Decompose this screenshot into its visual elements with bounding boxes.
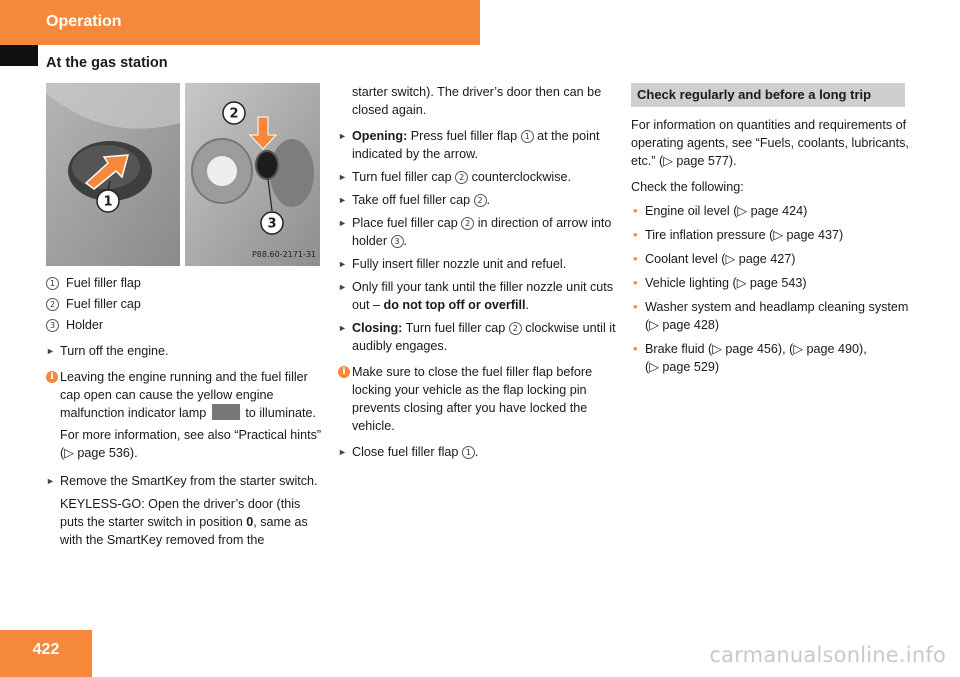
legend-number: 1 xyxy=(46,277,59,290)
check-item xyxy=(631,250,915,268)
fill-warning: do not top off or overfill xyxy=(383,298,526,312)
check-item xyxy=(631,298,915,334)
page-ref-icon: ▷ xyxy=(649,318,659,332)
step-text: . xyxy=(403,234,408,248)
arrow-bullet-icon: ► xyxy=(338,172,347,182)
step-closing xyxy=(338,319,618,355)
column-middle xyxy=(338,83,618,466)
step-text: . xyxy=(486,193,491,207)
arrow-bullet-icon: ► xyxy=(338,131,347,141)
arrow-bullet-icon: ► xyxy=(338,195,347,205)
fuel-filler-figure xyxy=(46,83,320,266)
arrow-bullet-icon: ► xyxy=(46,476,55,486)
page-ref-icon: ▷ xyxy=(712,342,722,356)
page-ref-icon: ▷ xyxy=(663,154,673,168)
legend-text: Fuel filler flap xyxy=(66,276,141,290)
check-item: • Brake fluid (▷ page 456), (▷ page 490), (▷ page 529) xyxy=(633,341,867,374)
step-text: counterclockwise. xyxy=(468,170,572,184)
info-icon: i xyxy=(338,366,350,378)
page-ref: page 427) xyxy=(738,252,796,266)
page-ref: page 437) xyxy=(786,228,844,242)
item-text: Brake fluid ( xyxy=(645,342,713,356)
section-header: Check regularly and before a long trip xyxy=(631,83,905,107)
figure-label-3: 3 xyxy=(267,216,277,232)
legend-item xyxy=(46,316,326,334)
item-text: Coolant level ( xyxy=(645,252,726,266)
page-subtitle: At the gas station xyxy=(46,55,168,71)
item-text: Washer system and headlamp cleaning system ( xyxy=(645,300,909,332)
step-take-off-cap xyxy=(338,191,618,209)
ref-flap: 1 xyxy=(462,446,475,459)
step-text: . xyxy=(525,298,530,312)
check-item xyxy=(631,202,915,220)
page-ref: page 543) xyxy=(749,276,807,290)
page-ref-icon: ▷ xyxy=(736,276,747,290)
section-title: Operation xyxy=(46,13,122,30)
page-ref-icon: ▷ xyxy=(793,342,803,356)
info-text-b: to illuminate. xyxy=(245,406,317,420)
keyless-b: , same as with the SmartKey removed from the xyxy=(60,515,308,547)
header-marker xyxy=(0,45,38,66)
step-text: Only fill your tank until the filler nozzle unit cuts out – xyxy=(352,280,614,312)
ref-holder: 3 xyxy=(391,235,404,248)
step-place-cap xyxy=(338,214,618,250)
arrow-bullet-icon: ► xyxy=(46,346,55,356)
step-close-flap xyxy=(338,443,618,461)
arrow-bullet-icon: ► xyxy=(338,259,347,269)
bullet-dot: • xyxy=(633,251,638,266)
ref-cap: 2 xyxy=(455,171,468,184)
page-ref-icon: ▷ xyxy=(725,252,736,266)
intro-a: For information on quantities and requirements of operating agents, see “Fuels, coolants, lubricants, etc.” ( xyxy=(631,118,909,168)
keyless-position: 0 xyxy=(246,515,254,529)
keyless-continued: starter switch). The driver’s door then can be closed again. xyxy=(352,85,602,117)
step-fill-limit xyxy=(338,278,618,314)
item-text: Engine oil level ( xyxy=(645,204,738,218)
check-label: Check the following: xyxy=(631,180,744,194)
legend-item xyxy=(46,295,326,313)
watermark: carmanualsonline.info xyxy=(709,643,946,667)
bullet-dot: • xyxy=(633,341,638,356)
info-text xyxy=(60,368,326,422)
step-text: Fully insert filler nozzle unit and refuel. xyxy=(352,257,567,271)
info-icon: i xyxy=(46,371,58,383)
page-ref-icon: ▷ xyxy=(773,228,784,242)
step-text: Take off fuel filler cap xyxy=(352,193,474,207)
arrow-bullet-icon: ► xyxy=(338,282,347,292)
legend-text: Fuel filler cap xyxy=(66,297,141,311)
step-text: Turn fuel filler cap xyxy=(352,170,456,184)
column-left xyxy=(46,83,326,549)
keyless-a: KEYLESS-GO: Open the driver’s door (this puts the starter switch in position xyxy=(60,497,301,529)
step-remove-smartkey xyxy=(46,472,326,490)
item-text: Vehicle lighting ( xyxy=(645,276,737,290)
figure-label-1: 1 xyxy=(103,194,113,210)
arrow-bullet-icon: ► xyxy=(338,323,347,333)
step-opening xyxy=(338,127,618,163)
legend-text: Holder xyxy=(66,318,104,332)
info-text-a: Leaving the engine running and the fuel filler cap open can cause the yellow engine malfunction indicator lamp xyxy=(60,370,308,420)
step-text: . xyxy=(474,445,479,459)
step-text: Close fuel filler flap xyxy=(352,445,462,459)
legend-number: 2 xyxy=(46,298,59,311)
page-ref-icon: ▷ xyxy=(64,446,74,460)
page-number: 422 xyxy=(32,641,60,658)
step-text: in direction of arrow into holder xyxy=(352,216,612,248)
page-ref-icon: ▷ xyxy=(649,360,659,374)
check-item xyxy=(631,226,915,244)
engine-malfunction-icon xyxy=(212,404,240,420)
page-ref: page 424) xyxy=(750,204,808,218)
step-text: Turn fuel filler cap xyxy=(402,321,509,335)
opening-label: Opening: xyxy=(352,129,408,143)
legend-item xyxy=(46,274,326,292)
page-ref: page 529) xyxy=(662,360,720,374)
section-tab xyxy=(0,0,480,45)
page-ref: page 456), ( xyxy=(725,342,794,356)
intro-text xyxy=(631,116,915,170)
step-turn-off-engine xyxy=(46,342,326,360)
arrow-bullet-icon: ► xyxy=(338,218,347,228)
column-right xyxy=(631,83,915,382)
step-turn-cap xyxy=(338,168,618,186)
keyless-go-text xyxy=(46,495,326,549)
bullet-dot: • xyxy=(633,299,638,314)
ref-cap: 2 xyxy=(461,217,474,230)
ref-flap: 1 xyxy=(521,130,534,143)
page-ref: page 428) xyxy=(662,318,720,332)
page-ref: page 490), xyxy=(806,342,867,356)
step-text: Press fuel filler flap xyxy=(407,129,521,143)
arrow-bullet-icon: ► xyxy=(338,447,347,457)
ref-cap: 2 xyxy=(474,194,487,207)
check-item xyxy=(631,274,915,292)
ref-cap: 2 xyxy=(509,322,522,335)
page-ref-icon: ▷ xyxy=(737,204,748,218)
step-text: at the point indicated by the arrow. xyxy=(352,129,600,161)
figure-code: P88.60-2171-31 xyxy=(251,250,316,259)
bullet-dot: • xyxy=(633,275,638,290)
info-note-engine xyxy=(46,368,326,462)
info-note-close-flap xyxy=(338,363,618,435)
page-ref: page 577). xyxy=(676,154,737,168)
info-text: Make sure to close the fuel filler flap before locking your vehicle as the flap locking pin prevents closing after you have locked the vehicle. xyxy=(352,365,593,433)
step-text: Remove the SmartKey from the starter switch. xyxy=(60,474,318,488)
step-text: Turn off the engine. xyxy=(60,344,169,358)
step-refuel xyxy=(338,255,618,273)
legend-number: 3 xyxy=(46,319,59,332)
bullet-dot: • xyxy=(633,203,638,218)
info-more xyxy=(60,426,326,462)
bullet-dot: • xyxy=(633,227,638,242)
step-text: Place fuel filler cap xyxy=(352,216,462,230)
page-number-box xyxy=(0,630,92,677)
closing-label: Closing: xyxy=(352,321,403,335)
page-ref: page 536). xyxy=(77,446,138,460)
figure-label-2: 2 xyxy=(229,106,239,122)
item-text: Tire inflation pressure ( xyxy=(645,228,774,242)
info-more-text: For more information, see also “Practical hints” ( xyxy=(60,428,322,460)
step-text: clockwise until it audibly engages. xyxy=(352,321,616,353)
